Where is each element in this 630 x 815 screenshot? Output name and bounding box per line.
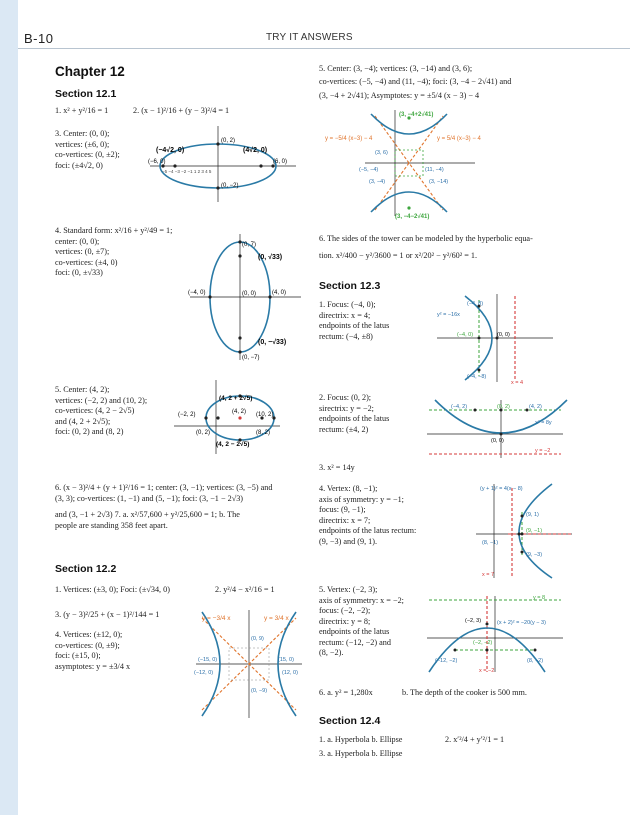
g4-label: (4, 0)	[272, 290, 287, 296]
g5-label: (4, 2 + 2√5)	[219, 395, 253, 402]
g5-label: (−2, 2)	[178, 412, 196, 418]
g5-label: (10, 2)	[256, 412, 274, 418]
s122-q6	[319, 234, 614, 261]
section-12-1-title: Section 12.1	[55, 88, 117, 100]
g123-label: x = −2	[479, 668, 495, 674]
graph-parabola-q5	[425, 594, 565, 674]
s123-q4-line: (9, −3) and (9, 1).	[319, 536, 378, 546]
graph-ellipse-q5	[172, 378, 282, 456]
s121-q4-line: foci: (0, ±√33)	[55, 268, 103, 277]
g5-label: (3, −4−2√41)	[395, 214, 430, 220]
s123-q2-line: rectum: (±4, 2)	[319, 424, 369, 434]
s123-q3: 3. x² = 14y	[319, 463, 355, 472]
s123-q4-line: axis of symmetry: y = −1;	[319, 494, 404, 504]
s123-q5-line: focus: (−2, −2);	[319, 606, 371, 615]
g123-label: (−4, 8)	[467, 301, 484, 307]
g123-label: (−4, 0)	[457, 332, 474, 338]
s123-q4	[319, 484, 459, 547]
g123-label: (9, −1)	[526, 528, 543, 534]
g123-label: (−4, −8)	[467, 374, 487, 380]
g5-label: (8, 2)	[256, 430, 271, 436]
s121-q4	[55, 226, 195, 279]
graph-ellipse-q4	[188, 232, 303, 362]
g123-label: y = −2	[535, 448, 551, 454]
s121-q2: 2. (x − 1)²/16 + (y − 3)²/4 = 1	[133, 106, 230, 115]
s123-q6a: 6. a. y² = 1,280x	[319, 688, 373, 697]
page-header: TRY IT ANSWERS	[266, 32, 353, 43]
g122-label: (0, −9)	[251, 688, 268, 694]
g123-label: (0, 0)	[491, 438, 504, 444]
g4-label: (0, −√33)	[258, 339, 287, 346]
s121-q5-line: foci: (0, 2) and (8, 2)	[55, 427, 124, 436]
s123-q5-line: directrix: y = 8;	[319, 616, 371, 626]
g122-label: y = −3/4 x	[202, 615, 231, 622]
s122-q4-line: 4. Vertices: (±12, 0);	[55, 630, 123, 639]
s123-q5-line: 5. Vertex: (−2, 3);	[319, 585, 378, 594]
g5-label: y = −5/4 (x−3) − 4	[325, 136, 373, 142]
s121-q6	[55, 483, 305, 531]
s124-q1: 1. a. Hyperbola b. Ellipse	[319, 735, 403, 744]
s123-q1	[319, 300, 429, 342]
s121-q5	[55, 385, 185, 438]
g123-label: (−2, −2)	[473, 640, 493, 646]
s122-q6-line: 6. The sides of the tower can be modeled by the hyperbolic equa-	[319, 234, 533, 243]
g4-label: (0, √33)	[258, 254, 283, 261]
s121-q4-line: co-vertices: (±4, 0)	[55, 257, 118, 267]
s121-q3-line: foci: (±4√2, 0)	[55, 160, 103, 170]
g123-label: (0, 2)	[497, 404, 510, 410]
s123-q4-line: endpoints of the latus rectum:	[319, 526, 417, 535]
graph-parabola-q4	[474, 482, 574, 580]
s123-q5	[319, 585, 434, 659]
g123-label: (8, −1)	[482, 540, 499, 546]
chapter-title: Chapter 12	[55, 64, 125, 79]
g123-label: (9, 1)	[526, 512, 539, 518]
g3-label: (0, 2)	[221, 138, 236, 144]
s123-q4-line: directrix: x = 7;	[319, 515, 371, 525]
s122-q4-line: foci: (±15, 0);	[55, 651, 101, 660]
graph-parabola-q2	[425, 398, 565, 460]
s121-q5-line: and (4, 2 + 2√5);	[55, 416, 111, 426]
g123-label: (−4, 2)	[451, 404, 468, 410]
g123-label: (8, −2)	[527, 658, 544, 664]
section-12-3-title: Section 12.3	[319, 280, 381, 292]
g123-label: y = 8	[533, 595, 546, 601]
g122-label: (−15, 0)	[198, 657, 218, 663]
g123-label: x = 4	[511, 380, 524, 386]
s122-q4-line: co-vertices: (0, ±9);	[55, 640, 120, 650]
g3-label: (−6, 0)	[148, 159, 166, 165]
g123-label: x = 7	[482, 572, 495, 578]
s124-q2: 2. x′²/4 + y′²/1 = 1	[445, 735, 505, 744]
page-sidebar	[0, 0, 18, 815]
s121-q6-line: 6. (x − 3)²/4 + (y + 1)²/16 = 1; center: (3, −1); vertices: (3, −5) and	[55, 483, 273, 492]
g123-label: (4, 2)	[529, 404, 542, 410]
s121-q6-line: people are standing 358 feet apart.	[55, 520, 168, 530]
s123-q2-line: endpoints of the latus	[319, 414, 390, 423]
s123-q5-line: rectum: (−12, −2) and	[319, 637, 391, 647]
g5-label: (3, −4+2√41)	[399, 112, 434, 118]
s123-q1-line: endpoints of the latus	[319, 321, 390, 330]
s122-q1: 1. Vertices: (±3, 0); Foci: (±√34, 0)	[55, 585, 170, 594]
s121-q6-line: (3, 3); co-vertices: (1, −1) and (5, −1); foci: (3, −1 − 2√3)	[55, 493, 244, 503]
g4-label: (0, 7)	[242, 242, 257, 248]
section-12-4-title: Section 12.4	[319, 715, 381, 727]
s121-q3-line: 3. Center: (0, 0);	[55, 129, 110, 138]
s121-q4-line: 4. Standard form: x²/16 + y²/49 = 1;	[55, 226, 173, 235]
s121-q3-line: co-vertices: (0, ±2);	[55, 150, 120, 159]
g123-label: (9, −3)	[526, 552, 543, 558]
g4-label: (−4, 0)	[188, 290, 206, 296]
s121-q5-line: vertices: (−2, 2) and (10, 2);	[55, 395, 148, 405]
s122-q4	[55, 630, 175, 672]
s123-q6b: b. The depth of the cooker is 500 mm.	[402, 688, 527, 697]
g3-label: (0, −2)	[221, 183, 239, 189]
s123-q2-line: 2. Focus: (0, 2);	[319, 393, 372, 402]
s121-q5-line: co-vertices: (4, 2 − 2√5)	[55, 406, 135, 415]
header-rule	[18, 48, 630, 49]
g4-label: (0, 0)	[242, 291, 257, 297]
s122-q5-line: co-vertices: (−5, −4) and (11, −4); foci: (3, −4 − 2√41) and	[319, 76, 512, 86]
s123-q5-line: endpoints of the latus	[319, 627, 390, 636]
graph-ellipse-q3	[148, 124, 298, 204]
g5-label: (−5, −4)	[359, 167, 379, 173]
s122-q5-line: 5. Center: (3, −4); vertices: (3, −14) and (3, 6);	[319, 64, 473, 73]
g123-label: (x + 2)² = −20(y − 3)	[497, 620, 546, 626]
g5-label: y = 5/4 (x−3) − 4	[437, 136, 481, 142]
g122-label: y = 3/4 x	[264, 615, 289, 622]
g122-label: (−12, 0)	[194, 670, 214, 676]
s122-q5-line: (3, −4 + 2√41); Asymptotes: y = ±5/4 (x − 3) − 4	[319, 91, 480, 100]
g122-label: (15, 0)	[278, 657, 294, 663]
s123-q2	[319, 393, 429, 435]
g5-label: (4, 2 − 2√5)	[216, 441, 250, 448]
g5-label: (3, −4)	[369, 179, 386, 185]
s124-q3: 3. a. Hyperbola b. Ellipse	[319, 749, 403, 758]
g3-label: (6, 0)	[273, 159, 288, 165]
page-number: B-10	[24, 31, 54, 46]
g123-label: x² = 8y	[535, 420, 552, 426]
s123-q4-line: focus: (9, −1);	[319, 505, 366, 514]
g3-ticks: −5 −4 −3 −2 −1 1 2 3 4 5	[162, 169, 212, 174]
s121-q5-line: 5. Center: (4, 2);	[55, 385, 110, 394]
g4-label: (0, −7)	[242, 355, 260, 361]
g123-label: y² = −16x	[437, 312, 460, 318]
g122-label: (0, 9)	[251, 636, 264, 642]
g5-label: (0, 2)	[196, 430, 211, 436]
s122-q4-line: asymptotes: y = ±3/4 x	[55, 661, 131, 671]
s122-q3: 3. (y − 3)²/25 + (x − 1)²/144 = 1	[55, 610, 160, 619]
graph-hyperbola-q4	[194, 608, 304, 720]
g122-label: (12, 0)	[282, 670, 298, 676]
graph-parabola-q1	[435, 292, 555, 384]
s123-q2-line: sirectrix: y = −2;	[319, 403, 374, 413]
s121-q4-line: vertices: (0, ±7);	[55, 247, 110, 256]
s123-q1-line: 1. Focus: (−4, 0);	[319, 300, 376, 309]
g3-label: (4√2, 0)	[243, 147, 268, 154]
s122-q5	[319, 64, 609, 102]
s121-q4-line: center: (0, 0);	[55, 236, 100, 246]
g123-label: (−12, −2)	[435, 658, 458, 664]
s121-q6-line: and (3, −1 + 2√3) 7. a. x²/57,600 + y²/25,600 = 1; b. The	[55, 510, 240, 519]
s123-q5-line: axis of symmetry: x = −2;	[319, 595, 404, 605]
s123-q4-line: 4. Vertex: (8, −1);	[319, 484, 378, 493]
s122-q2: 2. y²/4 − x²/16 = 1	[215, 585, 275, 594]
g5-label: (3, 6)	[375, 150, 388, 156]
s122-q6-line: tion. x²/400 − y²/3600 = 1 or x²/20² − y²/60² = 1.	[319, 250, 478, 260]
s121-q3-line: vertices: (±6, 0);	[55, 139, 110, 149]
s123-q5-line: (8, −2).	[319, 648, 344, 657]
g3-label: (−4√2, 0)	[156, 147, 185, 154]
s123-q1-line: directrix: x = 4;	[319, 310, 371, 320]
g5-label: (3, −14)	[429, 179, 449, 185]
g123-label: (y + 1)² = 4(x − 8)	[480, 486, 523, 492]
section-12-2-title: Section 12.2	[55, 563, 117, 575]
g5-label: (4, 2)	[232, 409, 247, 415]
g123-label: (−2, 3)	[465, 618, 482, 624]
s121-q1: 1. x² + y²/16 = 1	[55, 106, 109, 115]
s123-q1-line: rectum: (−4, ±8)	[319, 331, 373, 341]
g5-label: (11, −4)	[425, 167, 444, 173]
g123-label: (0, 0)	[497, 332, 510, 338]
graph-hyperbola-q5	[325, 108, 480, 218]
